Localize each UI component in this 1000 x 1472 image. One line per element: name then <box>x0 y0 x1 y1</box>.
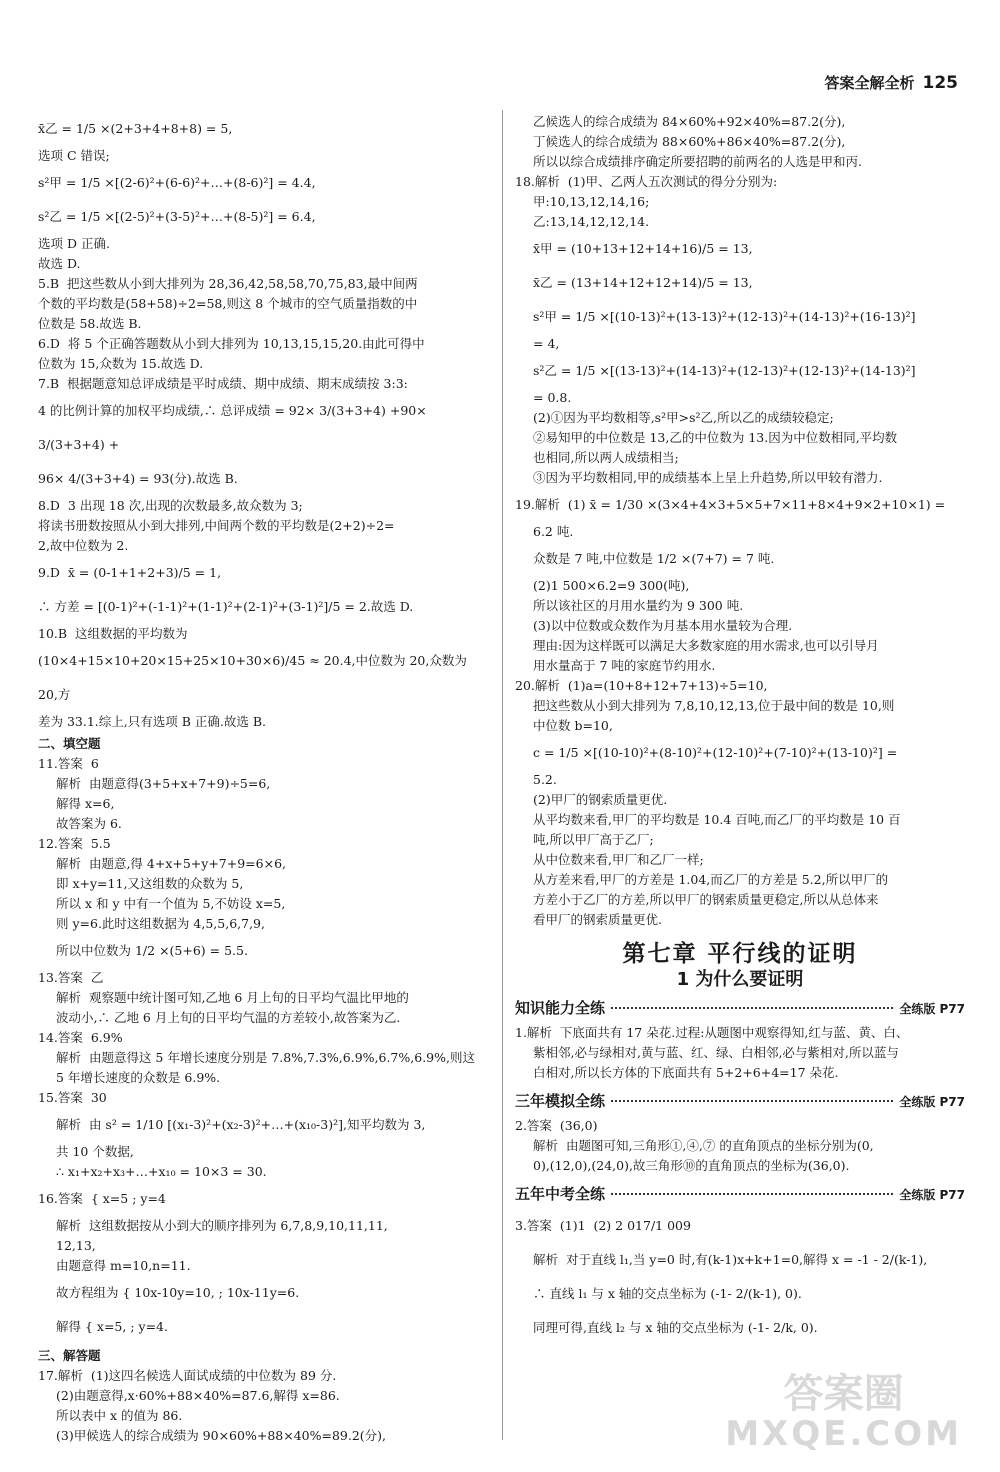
text-line: 从平均数来看,甲厂的平均数是 10.4 百吨,而乙厂的平均数是 10 百 <box>533 812 901 827</box>
text-line: 波动小,∴ 乙地 6 月上旬的日平均气温的方差较小,故答案为乙. <box>56 1010 401 1025</box>
text-line: 解析 由题意,得 4+x+5+y+7+9=6×6, <box>56 856 287 871</box>
text-line: 乙候选人的综合成绩为 84×60%+92×40%=87.2(分), <box>533 114 846 129</box>
text-line: 13.答案 乙 <box>38 970 104 985</box>
text-line: 7.B 根据题意知总评成绩是平时成绩、期中成绩、期末成绩按 3:3: <box>38 376 408 391</box>
text-line: 解得 { x=5, ; y=4. <box>56 1319 168 1334</box>
text-line: 解析 由题意得(3+5+x+7+9)÷5=6, <box>56 776 271 791</box>
band-ref: 全练版 P77 <box>899 1095 965 1109</box>
text-line: 12,13, <box>56 1238 96 1253</box>
text-line: 12.答案 5.5 <box>38 836 111 851</box>
dotted-leader <box>611 1100 893 1102</box>
dotted-leader <box>611 1193 893 1195</box>
page-number: 125 <box>922 73 958 93</box>
text-line: 甲:10,13,12,14,16; <box>533 194 650 209</box>
column-divider <box>502 110 503 1440</box>
section-heading: 三、解答题 <box>38 1348 101 1363</box>
text-line: (2)①因为平均数相等,s²甲>s²乙,所以乙的成绩较稳定; <box>533 410 834 425</box>
text-line: 选项 D 正确. <box>38 236 110 251</box>
text-line: 20.解析 (1)a=(10+8+12+7+13)÷5=10, <box>515 678 768 693</box>
text-line: ∴ x₁+x₂+x₃+…+x₁₀ = 10×3 = 30. <box>56 1164 267 1179</box>
text-line: 差为 33.1.综上,只有选项 B 正确.故选 B. <box>38 714 266 729</box>
text-line: (10×4+15×10+20×15+25×10+30×6)/45 ≈ 20.4,中位数为 20,众数为 20,方 <box>38 653 471 702</box>
text-line: 将读书册数按照从小到大排列,中间两个数的平均数是(2+2)÷2= <box>38 518 395 533</box>
text-line: 5.B 把这些数从小到大排列为 28,36,42,58,58,70,75,83,最中间两 <box>38 276 418 291</box>
band-title: 五年中考全练 <box>515 1185 606 1203</box>
text-line: 18.解析 (1)甲、乙两人五次测试的得分分别为: <box>515 174 778 189</box>
text-line: c = 1/5 ×[(10-10)²+(8-10)²+(12-10)²+(7-10)²+(13-10)²] = <box>533 745 898 760</box>
text-line: 3.答案 (1)1 (2) 2 017/1 009 <box>515 1218 691 1233</box>
practice-band <box>515 1184 965 1205</box>
text-line: (2)1 500×6.2=9 300(吨), <box>533 578 690 593</box>
text-line: 所以该社区的月用水量约为 9 300 吨. <box>533 598 744 613</box>
text-line: 所以表中 x 的值为 86. <box>56 1408 183 1423</box>
band-ref: 全练版 P77 <box>899 1002 965 1016</box>
text-line: 9.D x̄ = (0-1+1+2+3)/5 = 1, <box>38 565 222 580</box>
text-line: (2)由题意得,x·60%+88×40%=87.6,解得 x=86. <box>56 1388 340 1403</box>
text-line: 解析 对于直线 l₁,当 y=0 时,有(k-1)x+k+1=0,解得 x = -1 - 2/(k-1), <box>533 1252 928 1267</box>
text-line: 解得 x=6, <box>56 796 115 811</box>
text-line: 6.2 吨. <box>533 524 574 539</box>
header-title: 答案全解全析 <box>824 74 915 92</box>
text-line: 共 10 个数据, <box>56 1144 134 1159</box>
right-column <box>515 112 965 1345</box>
text-line: 个数的平均数是(58+58)÷2=58,则这 8 个城市的空气质量指数的中 <box>38 296 418 311</box>
text-line: 8.D 3 出现 18 次,出现的次数最多,故众数为 3; <box>38 498 303 513</box>
text-line: = 0.8. <box>533 390 572 405</box>
text-line: 乙:13,14,12,12,14. <box>533 214 650 229</box>
text-line: s²甲 = 1/5 ×[(10-13)²+(13-13)²+(12-13)²+(14-13)²+(16-13)²] <box>533 309 916 324</box>
text-line: 同理可得,直线 l₂ 与 x 轴的交点坐标为 (-1- 2/k, 0). <box>533 1320 818 1335</box>
text-line: 从方差来看,甲厂的方差是 1.04,而乙厂的方差是 5.2,所以甲厂的 <box>533 872 889 887</box>
text-line: 2.答案 (36,0) <box>515 1118 598 1133</box>
text-line: 所以 x 和 y 中有一个值为 5,不妨设 x=5, <box>56 896 286 911</box>
practice-band <box>515 998 965 1019</box>
page-header <box>824 72 958 93</box>
text-line: 用水量高于 7 吨的家庭节约用水. <box>533 658 716 673</box>
text-line: s²甲 = 1/5 ×[(2-6)²+(6-6)²+…+(8-6)²] = 4.4, <box>38 175 316 190</box>
text-line: 故选 D. <box>38 256 81 271</box>
text-line: 则 y=6.此时这组数据为 4,5,5,6,7,9, <box>56 916 265 931</box>
text-line: 11.答案 6 <box>38 756 99 771</box>
text-line: 10.B 这组数据的平均数为 <box>38 626 188 641</box>
text-line: 0),(12,0),(24,0),故三角形⑩的直角顶点的坐标为(36,0). <box>533 1158 850 1173</box>
text-line: 6.D 将 5 个正确答题数从小到大排列为 10,13,15,15,20.由此可得中 <box>38 336 425 351</box>
watermark-top: 答案圈 <box>783 1371 904 1417</box>
text-line: 所以以综合成绩排序确定所要招聘的前两名的人选是甲和丙. <box>533 154 862 169</box>
dotted-leader <box>611 1007 893 1009</box>
band-ref: 全练版 P77 <box>899 1188 965 1202</box>
text-line: 中位数 b=10, <box>533 718 613 733</box>
text-line: 解析 由题意得这 5 年增长速度分别是 7.8%,7.3%,6.9%,6.7%,6.9%,则这 <box>56 1050 475 1065</box>
text-line: 解析 这组数据按从小到大的顺序排列为 6,7,8,9,10,11,11, <box>56 1218 388 1233</box>
text-line: (3)甲候选人的综合成绩为 90×60%+88×40%=89.2(分), <box>56 1428 387 1443</box>
text-line: 位数为 15,众数为 15.故选 D. <box>38 356 204 371</box>
text-line: x̄乙 = 1/5 ×(2+3+4+8+8) = 5, <box>38 121 233 136</box>
band-title: 三年模拟全练 <box>515 1092 606 1110</box>
text-line: 2,故中位数为 2. <box>38 538 129 553</box>
chapter-title: 第七章 平行线的证明 <box>622 941 858 967</box>
text-line: 19.解析 (1) x̄ = 1/30 ×(3×4+4×3+5×5+7×11+8×4+9×2+10×1) = <box>515 497 946 512</box>
text-line: 即 x+y=11,又这组数的众数为 5, <box>56 876 244 891</box>
text-line: 17.解析 (1)这四名候选人面试成绩的中位数为 89 分. <box>38 1368 337 1383</box>
text-line: 丁候选人的综合成绩为 88×60%+86×40%=87.2(分), <box>533 134 846 149</box>
text-line: 看甲厂的钢索质量更优. <box>533 912 662 927</box>
text-line: 5 年增长速度的众数是 6.9%. <box>56 1070 221 1085</box>
text-line: 理由:因为这样既可以满足大多数家庭的用水需求,也可以引导月 <box>533 638 879 653</box>
text-line: (3)以中位数或众数作为月基本用水量较为合理. <box>533 618 793 633</box>
text-line: 由题意得 m=10,n=11. <box>56 1258 191 1273</box>
text-line: 解析 由 s² = 1/10 [(x₁-3)²+(x₂-3)²+…+(x₁₀-3)²],知平均数为 3, <box>56 1117 426 1132</box>
text-line: = 4, <box>533 336 560 351</box>
text-line: 从中位数来看,甲厂和乙厂一样; <box>533 852 704 867</box>
text-line: 15.答案 30 <box>38 1090 107 1105</box>
text-line: 解析 观察题中统计图可知,乙地 6 月上旬的日平均气温比甲地的 <box>56 990 409 1005</box>
band-title: 知识能力全练 <box>515 999 606 1017</box>
text-line: 1.解析 下底面共有 17 朵花.过程:从题图中观察得知,红与蓝、黄、白、 <box>515 1025 909 1040</box>
practice-band <box>515 1091 965 1112</box>
text-line: x̄乙 = (13+14+12+12+14)/5 = 13, <box>533 275 753 290</box>
text-line: 所以中位数为 1/2 ×(5+6) = 5.5. <box>56 943 248 958</box>
text-line: ③因为平均数相同,甲的成绩基本上呈上升趋势,所以甲较有潜力. <box>533 470 883 485</box>
text-line: 方差小于乙厂的方差,所以甲厂的钢索质量更稳定,所以从总体来 <box>533 892 879 907</box>
text-line: 5.2. <box>533 772 557 787</box>
text-line: 故方程组为 { 10x-10y=10, ; 10x-11y=6. <box>56 1285 300 1300</box>
text-line: 解析 由题图可知,三角形①,④,⑦ 的直角顶点的坐标分别为(0, <box>533 1138 874 1153</box>
text-line: 也相同,所以两人成绩相当; <box>533 450 679 465</box>
text-line: 白相对,所以长方体的下底面共有 5+2+6+4=17 朵花. <box>533 1065 839 1080</box>
text-line: ∴ 直线 l₁ 与 x 轴的交点坐标为 (-1- 2/(k-1), 0). <box>533 1286 802 1301</box>
watermark-bottom: MXQE.COM <box>725 1414 962 1454</box>
text-line: 选项 C 错误; <box>38 148 110 163</box>
text-line: 4 的比例计算的加权平均成绩,∴ 总评成绩 = 92× 3/(3+3+4) +90× 3/(3+3+4) + <box>38 403 431 452</box>
watermark-logo <box>725 1371 962 1454</box>
text-line: 吨,所以甲厂高于乙厂; <box>533 832 654 847</box>
text-line: 故答案为 6. <box>56 816 122 831</box>
text-line: s²乙 = 1/5 ×[(2-5)²+(3-5)²+…+(8-5)²] = 6.4, <box>38 209 316 224</box>
text-line: 紫相邻,必与绿相对,黄与蓝、红、绿、白相邻,必与紫相对,所以蓝与 <box>533 1045 899 1060</box>
text-line: ∴ 方差 = [(0-1)²+(-1-1)²+(1-1)²+(2-1)²+(3-1)²]/5 = 2.故选 D. <box>38 599 414 614</box>
text-line: 14.答案 6.9% <box>38 1030 123 1045</box>
section-heading: 二、填空题 <box>38 736 101 751</box>
text-line: (2)甲厂的钢索质量更优. <box>533 792 668 807</box>
text-line: 位数是 58.故选 B. <box>38 316 142 331</box>
text-line: 众数是 7 吨,中位数是 1/2 ×(7+7) = 7 吨. <box>533 551 775 566</box>
text-line: s²乙 = 1/5 ×[(13-13)²+(14-13)²+(12-13)²+(12-13)²+(14-13)²] <box>533 363 916 378</box>
section-title: 1 为什么要证明 <box>676 969 804 990</box>
text-line: 96× 4/(3+3+4) = 93(分).故选 B. <box>38 471 238 486</box>
text-line: ②易知甲的中位数是 13,乙的中位数为 13.因为中位数相同,平均数 <box>533 430 898 445</box>
left-column <box>38 112 486 1446</box>
text-line: 把这些数从小到大排列为 7,8,10,12,13,位于最中间的数是 10,则 <box>533 698 895 713</box>
text-line: x̄甲 = (10+13+12+14+16)/5 = 13, <box>533 241 753 256</box>
text-line: 16.答案 { x=5 ; y=4 <box>38 1191 166 1206</box>
